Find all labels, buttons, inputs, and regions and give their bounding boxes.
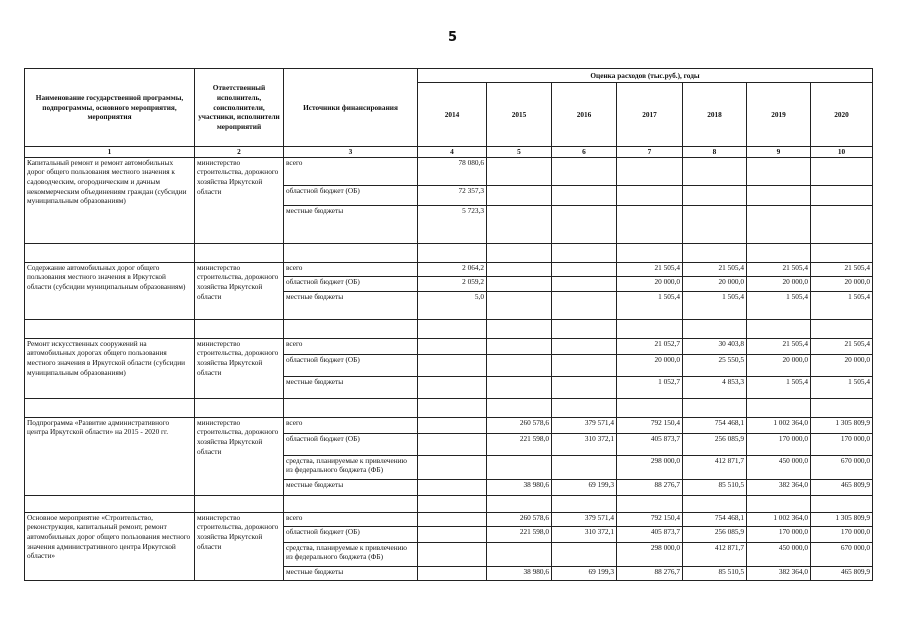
header-year: 2017	[617, 83, 683, 147]
amount-cell: 4 853,3	[683, 376, 747, 398]
column-number: 5	[487, 147, 552, 158]
amount-cell: 20 000,0	[811, 276, 873, 291]
group-separator	[25, 243, 873, 262]
amount-cell: 1 002 364,0	[747, 512, 811, 526]
amount-cell: 754 468,1	[683, 417, 747, 433]
funding-source: средства, планируемые к привлечению из федерального бюджета (ФБ)	[284, 455, 418, 479]
funding-source: областной бюджет (ОБ)	[284, 354, 418, 376]
separator-cell	[284, 398, 418, 417]
funding-source: областной бюджет (ОБ)	[284, 276, 418, 291]
amount-cell: 412 871,7	[683, 455, 747, 479]
separator-cell	[284, 319, 418, 338]
responsible-executor: министерство строительства, дорожного хозяйства Иркутской области	[195, 338, 284, 398]
separator-cell	[418, 319, 487, 338]
budget-table	[24, 68, 873, 581]
group-separator	[25, 495, 873, 512]
amount-cell: 25 550,5	[683, 354, 747, 376]
amount-cell: 310 372,1	[552, 526, 617, 542]
program-name: Ремонт искусственных сооружений на автомобильных дорогах общего пользования местного значения в Иркутской области (субсидии муниципальным образованиям)	[25, 338, 195, 398]
program-name: Капитальный ремонт и ремонт автомобильных дорог общего пользования местного значения к садоводческим, огородническим и дачным некоммерческим объединениям граждан (субсидии муниципальным образованиям)	[25, 157, 195, 243]
amount-cell: 670 000,0	[811, 542, 873, 566]
separator-cell	[617, 495, 683, 512]
separator-cell	[747, 243, 811, 262]
amount-cell	[747, 185, 811, 205]
funding-source: всего	[284, 512, 418, 526]
funding-source: областной бюджет (ОБ)	[284, 526, 418, 542]
amount-cell	[487, 291, 552, 319]
separator-cell	[284, 243, 418, 262]
funding-source: всего	[284, 417, 418, 433]
amount-cell: 1 305 809,9	[811, 512, 873, 526]
amount-cell	[552, 157, 617, 185]
funding-source: местные бюджеты	[284, 205, 418, 243]
amount-cell	[418, 512, 487, 526]
amount-cell	[552, 291, 617, 319]
amount-cell: 670 000,0	[811, 455, 873, 479]
amount-cell	[683, 157, 747, 185]
amount-cell: 1 002 364,0	[747, 417, 811, 433]
amount-cell: 1 505,4	[747, 376, 811, 398]
separator-cell	[418, 495, 487, 512]
separator-cell	[195, 495, 284, 512]
column-number: 8	[683, 147, 747, 158]
amount-cell: 1 505,4	[683, 291, 747, 319]
amount-cell: 170 000,0	[747, 526, 811, 542]
separator-cell	[617, 398, 683, 417]
amount-cell: 20 000,0	[683, 276, 747, 291]
amount-cell: 85 510,5	[683, 479, 747, 495]
amount-cell: 20 000,0	[811, 354, 873, 376]
amount-cell: 21 052,7	[617, 338, 683, 354]
amount-cell: 69 199,3	[552, 479, 617, 495]
table-row	[25, 417, 873, 433]
amount-cell: 382 364,0	[747, 479, 811, 495]
amount-cell	[552, 262, 617, 276]
amount-cell: 405 873,7	[617, 433, 683, 455]
header-name: Наименование государственной программы, подпрограммы, основного мероприятия, мероприятия	[25, 69, 195, 147]
amount-cell: 379 571,4	[552, 417, 617, 433]
program-name: Подпрограмма «Развитие административного центра Иркутской области» на 2015 - 2020 гг.	[25, 417, 195, 495]
responsible-executor: министерство строительства, дорожного хозяйства Иркутской области	[195, 157, 284, 243]
amount-cell	[487, 542, 552, 566]
program-name: Основное мероприятие «Строительство, реконструкция, капитальный ремонт, ремонт автомобильных дорог общего пользования местного значения административного центра Иркутской области»	[25, 512, 195, 580]
amount-cell	[552, 354, 617, 376]
separator-cell	[487, 243, 552, 262]
amount-cell: 78 080,6	[418, 157, 487, 185]
separator-cell	[617, 319, 683, 338]
separator-cell	[195, 243, 284, 262]
amount-cell: 450 000,0	[747, 542, 811, 566]
amount-cell: 1 505,4	[617, 291, 683, 319]
header-year: 2014	[418, 83, 487, 147]
separator-cell	[683, 243, 747, 262]
column-number: 10	[811, 147, 873, 158]
separator-cell	[487, 398, 552, 417]
separator-cell	[747, 398, 811, 417]
amount-cell	[487, 276, 552, 291]
amount-cell: 1 052,7	[617, 376, 683, 398]
amount-cell: 412 871,7	[683, 542, 747, 566]
separator-cell	[811, 319, 873, 338]
column-number: 9	[747, 147, 811, 158]
amount-cell	[487, 157, 552, 185]
program-name: Содержание автомобильных дорог общего пользования местного значения в Иркутской области (субсидии муниципальным образованиям)	[25, 262, 195, 319]
amount-cell: 21 505,4	[683, 262, 747, 276]
amount-cell	[418, 338, 487, 354]
amount-cell	[487, 205, 552, 243]
amount-cell	[811, 205, 873, 243]
separator-cell	[25, 495, 195, 512]
separator-cell	[552, 243, 617, 262]
separator-cell	[617, 243, 683, 262]
amount-cell	[487, 354, 552, 376]
amount-cell: 88 276,7	[617, 566, 683, 580]
column-number: 1	[25, 147, 195, 158]
column-number: 6	[552, 147, 617, 158]
header-year: 2020	[811, 83, 873, 147]
funding-source: средства, планируемые к привлечению из федерального бюджета (ФБ)	[284, 542, 418, 566]
separator-cell	[284, 495, 418, 512]
amount-cell: 88 276,7	[617, 479, 683, 495]
amount-cell: 792 150,4	[617, 417, 683, 433]
amount-cell: 298 000,0	[617, 542, 683, 566]
amount-cell	[552, 338, 617, 354]
amount-cell	[683, 205, 747, 243]
amount-cell: 256 085,9	[683, 526, 747, 542]
amount-cell: 465 809,9	[811, 479, 873, 495]
amount-cell: 21 505,4	[811, 338, 873, 354]
separator-cell	[747, 319, 811, 338]
amount-cell: 170 000,0	[747, 433, 811, 455]
column-number: 2	[195, 147, 284, 158]
separator-cell	[487, 495, 552, 512]
funding-source: местные бюджеты	[284, 291, 418, 319]
amount-cell: 170 000,0	[811, 526, 873, 542]
amount-cell: 1 505,4	[811, 376, 873, 398]
amount-cell: 2 059,2	[418, 276, 487, 291]
funding-source: всего	[284, 338, 418, 354]
amount-cell: 21 505,4	[747, 338, 811, 354]
amount-cell: 1 305 809,9	[811, 417, 873, 433]
funding-source: местные бюджеты	[284, 566, 418, 580]
separator-cell	[552, 319, 617, 338]
amount-cell: 450 000,0	[747, 455, 811, 479]
amount-cell	[418, 566, 487, 580]
amount-cell: 38 980,6	[487, 566, 552, 580]
amount-cell: 20 000,0	[617, 276, 683, 291]
amount-cell	[418, 455, 487, 479]
amount-cell: 221 598,0	[487, 526, 552, 542]
responsible-executor: министерство строительства, дорожного хозяйства Иркутской области	[195, 417, 284, 495]
separator-cell	[683, 319, 747, 338]
amount-cell: 1 505,4	[811, 291, 873, 319]
amount-cell: 298 000,0	[617, 455, 683, 479]
amount-cell	[418, 526, 487, 542]
amount-cell: 382 364,0	[747, 566, 811, 580]
separator-cell	[487, 319, 552, 338]
separator-cell	[418, 243, 487, 262]
amount-cell	[418, 479, 487, 495]
amount-cell: 379 571,4	[552, 512, 617, 526]
amount-cell: 69 199,3	[552, 566, 617, 580]
amount-cell: 5 723,3	[418, 205, 487, 243]
amount-cell	[552, 542, 617, 566]
header-year: 2019	[747, 83, 811, 147]
amount-cell: 21 505,4	[747, 262, 811, 276]
separator-cell	[811, 495, 873, 512]
amount-cell	[747, 205, 811, 243]
amount-cell	[683, 185, 747, 205]
amount-cell	[552, 276, 617, 291]
header-responsible: Ответственный исполнитель, соисполнители, участники, исполнители мероприятий	[195, 69, 284, 147]
amount-cell	[552, 205, 617, 243]
funding-source: местные бюджеты	[284, 376, 418, 398]
amount-cell: 21 505,4	[617, 262, 683, 276]
amount-cell	[418, 354, 487, 376]
amount-cell: 20 000,0	[617, 354, 683, 376]
header-year: 2016	[552, 83, 617, 147]
amount-cell	[552, 376, 617, 398]
amount-cell	[487, 338, 552, 354]
header-year: 2015	[487, 83, 552, 147]
separator-cell	[25, 398, 195, 417]
header-estimate: Оценка расходов (тыс.руб.), годы	[418, 69, 873, 83]
amount-cell	[552, 185, 617, 205]
funding-source: всего	[284, 262, 418, 276]
table-row	[25, 262, 873, 276]
responsible-executor: министерство строительства, дорожного хозяйства Иркутской области	[195, 512, 284, 580]
amount-cell: 20 000,0	[747, 276, 811, 291]
amount-cell: 2 064,2	[418, 262, 487, 276]
amount-cell	[487, 185, 552, 205]
separator-cell	[811, 243, 873, 262]
amount-cell	[418, 542, 487, 566]
amount-cell: 405 873,7	[617, 526, 683, 542]
separator-cell	[683, 495, 747, 512]
group-separator	[25, 398, 873, 417]
separator-cell	[552, 398, 617, 417]
separator-cell	[683, 398, 747, 417]
responsible-executor: министерство строительства, дорожного хозяйства Иркутской области	[195, 262, 284, 319]
separator-cell	[195, 398, 284, 417]
amount-cell: 38 980,6	[487, 479, 552, 495]
amount-cell: 260 578,6	[487, 512, 552, 526]
amount-cell	[552, 455, 617, 479]
column-number: 7	[617, 147, 683, 158]
separator-cell	[811, 398, 873, 417]
amount-cell: 72 357,3	[418, 185, 487, 205]
separator-cell	[552, 495, 617, 512]
amount-cell	[617, 205, 683, 243]
funding-source: местные бюджеты	[284, 479, 418, 495]
amount-cell	[487, 455, 552, 479]
funding-source: областной бюджет (ОБ)	[284, 433, 418, 455]
separator-cell	[195, 319, 284, 338]
separator-cell	[418, 398, 487, 417]
amount-cell	[747, 157, 811, 185]
table-row	[25, 157, 873, 185]
amount-cell: 21 505,4	[811, 262, 873, 276]
amount-cell: 260 578,6	[487, 417, 552, 433]
amount-cell	[418, 376, 487, 398]
amount-cell: 30 403,8	[683, 338, 747, 354]
amount-cell	[418, 433, 487, 455]
amount-cell: 465 809,9	[811, 566, 873, 580]
amount-cell: 20 000,0	[747, 354, 811, 376]
amount-cell: 1 505,4	[747, 291, 811, 319]
funding-source: областной бюджет (ОБ)	[284, 185, 418, 205]
amount-cell	[617, 185, 683, 205]
funding-source: всего	[284, 157, 418, 185]
amount-cell: 85 510,5	[683, 566, 747, 580]
amount-cell: 754 468,1	[683, 512, 747, 526]
table-row	[25, 512, 873, 526]
amount-cell	[487, 262, 552, 276]
amount-cell: 5,0	[418, 291, 487, 319]
amount-cell	[487, 376, 552, 398]
separator-cell	[25, 319, 195, 338]
separator-cell	[25, 243, 195, 262]
amount-cell: 792 150,4	[617, 512, 683, 526]
amount-cell: 310 372,1	[552, 433, 617, 455]
group-separator	[25, 319, 873, 338]
table-row	[25, 338, 873, 354]
amount-cell: 170 000,0	[811, 433, 873, 455]
amount-cell	[811, 157, 873, 185]
amount-cell	[811, 185, 873, 205]
amount-cell: 221 598,0	[487, 433, 552, 455]
column-number: 4	[418, 147, 487, 158]
separator-cell	[747, 495, 811, 512]
header-year: 2018	[683, 83, 747, 147]
page-number: 5	[447, 30, 458, 45]
column-number: 3	[284, 147, 418, 158]
amount-cell	[418, 417, 487, 433]
amount-cell	[617, 157, 683, 185]
header-source: Источники финансирования	[284, 69, 418, 147]
amount-cell: 256 085,9	[683, 433, 747, 455]
